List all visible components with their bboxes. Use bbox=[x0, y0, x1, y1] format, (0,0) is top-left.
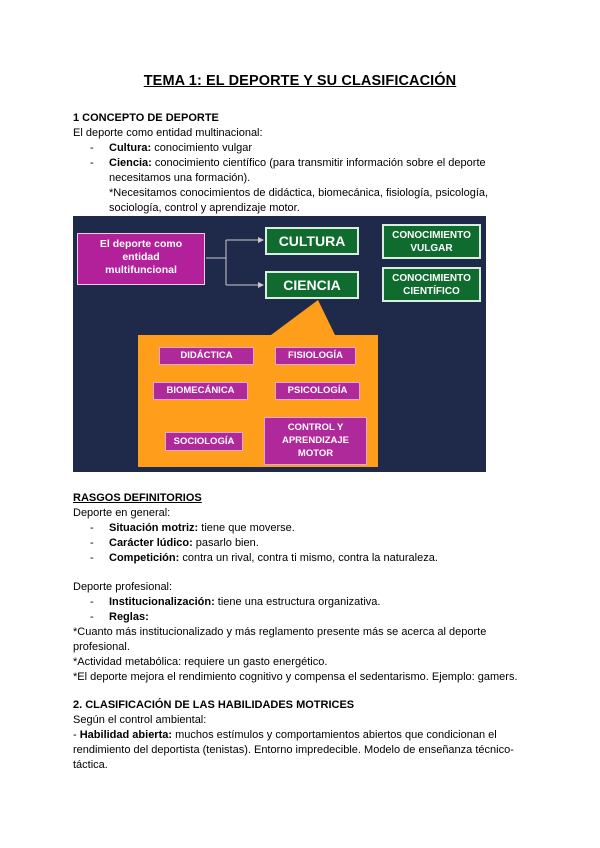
item-label: Ciencia: bbox=[109, 157, 152, 169]
section-intro: Deporte profesional: bbox=[73, 581, 173, 593]
section-intro: El deporte como entidad multinacional: bbox=[73, 127, 263, 139]
section-heading: RASGOS DEFINITORIOS bbox=[73, 492, 202, 504]
item-text: tiene una estructura organizativa. bbox=[214, 596, 381, 608]
arrow-head bbox=[258, 237, 264, 243]
note: *Actividad metabólica: requiere un gasto energético. bbox=[73, 656, 328, 668]
item-label: Cultura: bbox=[109, 142, 152, 154]
section-intro: Según el control ambiental: bbox=[73, 714, 207, 726]
list-item: - Carácter lúdico: pasarlo bien. bbox=[90, 537, 259, 549]
item-prefix: - bbox=[73, 729, 80, 741]
item-label: Carácter lúdico: bbox=[109, 537, 193, 549]
discipline-label: CONTROL Y APRENDIZAJE MOTOR bbox=[264, 417, 367, 465]
list-item: - Situación motriz: tiene que moverse. bbox=[90, 522, 295, 534]
item-label: Situación motriz: bbox=[109, 522, 199, 534]
cultura-box: CULTURA bbox=[265, 227, 359, 255]
concept-diagram bbox=[73, 216, 486, 472]
discipline-label: SOCIOLOGÍA bbox=[165, 432, 243, 451]
item-text: contra un rival, contra ti mismo, contra la naturaleza. bbox=[179, 552, 438, 564]
section-heading: 2. CLASIFICACIÓN DE LAS HABILIDADES MOTRICES bbox=[73, 699, 355, 711]
item-text: conocimiento científico (para transmitir información sobre el deporte necesitamos una formación). bbox=[109, 157, 486, 184]
section-intro: Deporte en general: bbox=[73, 507, 171, 519]
section-heading: 1 CONCEPTO DE DEPORTE bbox=[73, 112, 219, 124]
list-item: - Cultura: conocimiento vulgar bbox=[90, 142, 253, 154]
item-text: pasarlo bien. bbox=[192, 537, 259, 549]
note: *Cuanto más institucionalizado y más reglamento presente más se acerca al deporte profesional. bbox=[73, 626, 487, 653]
discipline-label: FISIOLOGÍA bbox=[275, 347, 356, 365]
list-item: - Ciencia: conocimiento científico (para transmitir información sobre el deporte necesitamos una formación). bbox=[90, 157, 486, 184]
callout-pointer bbox=[271, 300, 335, 335]
paragraph bbox=[73, 728, 533, 773]
discipline-label: DIDÁCTICA bbox=[159, 347, 254, 365]
item-text: tiene que moverse. bbox=[198, 522, 295, 534]
ciencia-box: CIENCIA bbox=[265, 271, 359, 299]
section-clasificacion bbox=[73, 698, 533, 773]
item-label: Habilidad abierta: bbox=[79, 729, 173, 741]
note: *Necesitamos conocimientos de didáctica, biomecánica, fisiología, psicología, sociología, control y aprendizaje motor. bbox=[109, 187, 489, 214]
arrow-head bbox=[258, 282, 264, 288]
section-concepto bbox=[73, 111, 533, 216]
note: *El deporte mejora el rendimiento cognitivo y compensa el sedentarismo. Ejemplo: gamers. bbox=[73, 671, 518, 683]
section-rasgos bbox=[73, 491, 533, 685]
list-item: - Competición: contra un rival, contra ti mismo, contra la naturaleza. bbox=[90, 552, 438, 564]
list-item: - Institucionalización: tiene una estructura organizativa. bbox=[90, 596, 381, 608]
item-label: Competición: bbox=[109, 552, 180, 564]
discipline-label: PSICOLOGÍA bbox=[275, 382, 360, 400]
source-box: El deporte como entidad multifuncional bbox=[77, 233, 205, 285]
item-label: Reglas: bbox=[109, 611, 149, 623]
item-text: conocimiento vulgar bbox=[151, 142, 253, 154]
discipline-label: BIOMECÁNICA bbox=[153, 382, 248, 400]
conocimiento-vulgar-box: CONOCIMIENTO VULGAR bbox=[382, 224, 481, 259]
item-text: muchos estímulos y comportamientos abiertos que condicionan el rendimiento del deportista (tenistas). Entorno impredecible. Modelo de enseñanza técnico-táctica. bbox=[73, 729, 514, 771]
list-item: - Reglas: bbox=[90, 611, 149, 623]
arrows bbox=[206, 240, 260, 285]
item-label: Institucionalización: bbox=[109, 596, 215, 608]
page-title: TEMA 1: EL DEPORTE Y SU CLASIFICACIÓN bbox=[143, 73, 457, 89]
conocimiento-cientifico-box: CONOCIMIENTO CIENTÍFICO bbox=[382, 267, 481, 302]
